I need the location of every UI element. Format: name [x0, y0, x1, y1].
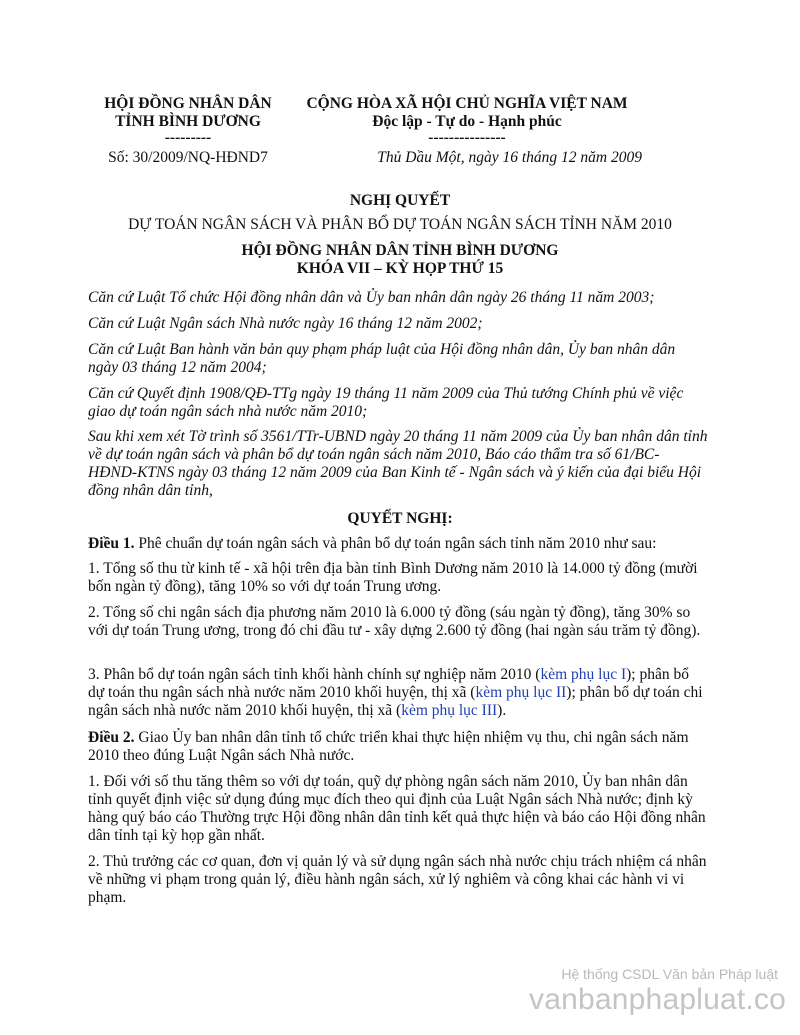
legal-basis-2: Căn cứ Luật Ngân sách Nhà nước ngày 16 tháng 12 năm 2002; [88, 315, 483, 332]
country-name: CỘNG HÒA XÃ HỘI CHỦ NGHĨA VIỆT NAM [306, 95, 628, 112]
motto: Độc lập - Tự do - Hạnh phúc [372, 113, 562, 130]
article-1-label: Điều 1. [88, 535, 135, 552]
article-2-label: Điều 2. [88, 729, 135, 746]
legal-basis-5: Sau khi xem xét Tờ trình số 3561/TTr-UBND ngày 20 tháng 11 năm 2009 của Ủy ban nhân dân tỉnh về dự toán ngân sách và phân bổ dự toán ngân sách năm 2010, Báo cáo thẩm tra số 61/BC-HĐND-KTNS ngày 03 tháng 12 năm 2009 của Ban Kinh tế - Ngân sách và ý kiến của đại biểu Hội đồng nhân dân tỉnh, [88, 428, 708, 499]
legal-basis-1: Căn cứ Luật Tổ chức Hội đồng nhân dân và Ủy ban nhân dân ngày 26 tháng 11 năm 2003; [88, 289, 655, 306]
appendix-2-link[interactable]: kèm phụ lục II [475, 684, 567, 701]
article-2 [88, 729, 708, 765]
org-name-line1: HỘI ĐỒNG NHÂN DÂN [104, 95, 272, 112]
motto-separator: --------------- [428, 129, 506, 146]
document-date: Thủ Dầu Một, ngày 16 tháng 12 năm 2009 [377, 149, 642, 166]
item-3-text-part1: 3. Phân bổ dự toán ngân sách tỉnh khối hành chính sự nghiệp năm 2010 ( [88, 666, 541, 683]
org-name-line2: TỈNH BÌNH DƯƠNG [115, 113, 261, 130]
article-1-item-2: 2. Tổng số chi ngân sách địa phương năm 2010 là 6.000 tỷ đồng (sáu ngàn tỷ đồng), tăng 30% so với dự toán Trung ương, trong đó chi đầu tư - xây dựng 2.600 tỷ đồng (hai ngàn sáu trăm tỷ đồng). [88, 604, 701, 639]
appendix-3-link[interactable]: kèm phụ lục III [401, 702, 498, 719]
article-1 [88, 535, 708, 553]
document-issuer [88, 242, 712, 278]
article-1-item-3 [88, 666, 708, 720]
article-1-item-1: 1. Tổng số thu từ kinh tế - xã hội trên địa bàn tỉnh Bình Dương năm 2010 là 14.000 tỷ đồng (mười bốn ngàn tỷ đồng), tăng 10% so với dự toán Trung ương. [88, 560, 698, 595]
legal-basis-4: Căn cứ Quyết định 1908/QĐ-TTg ngày 19 tháng 11 năm 2009 của Thủ tướng Chính phủ về việc giao dự toán ngân sách nhà nước năm 2010; [88, 385, 684, 420]
org-separator: --------- [164, 129, 212, 146]
issuing-organization [88, 95, 288, 145]
article-2-text: Giao Ủy ban nhân dân tỉnh tổ chức triển khai thực hiện nhiệm vụ thu, chi ngân sách năm 2010 theo đúng Luật Ngân sách Nhà nước. [88, 729, 689, 764]
decision-heading: QUYẾT NGHỊ: [347, 510, 453, 527]
item-3-text-part3: ); phân bổ dự toán chi ngân sách nhà nước năm 2010 khối huyện, thị xã ( [88, 684, 703, 719]
legal-basis-3: Căn cứ Luật Ban hành văn bản quy phạm pháp luật của Hội đồng nhân dân, Ủy ban nhân dân ngày 03 tháng 12 năm 2004; [88, 341, 676, 376]
document-subject: DỰ TOÁN NGÂN SÁCH VÀ PHÂN BỔ DỰ TOÁN NGÂN SÁCH TỈNH NĂM 2010 [128, 216, 672, 233]
item-3-text-part2: ); phân bổ dự toán thu ngân sách nhà nước năm 2010 khối huyện, thị xã ( [88, 666, 689, 701]
item-3-text-part4: ). [497, 702, 507, 719]
article-2-item-2: 2. Thủ trưởng các cơ quan, đơn vị quản lý và sử dụng ngân sách nhà nước chịu trách nhiệm cá nhân về những vi phạm trong quản lý, điều hành ngân sách, xử lý nghiêm và công khai các hành vi vi phạm. [88, 853, 707, 906]
watermark-site: vanbanphapluat.co [529, 983, 786, 1016]
issuer-line1: HỘI ĐỒNG NHÂN DÂN TỈNH BÌNH DƯƠNG [241, 242, 559, 259]
national-motto [292, 95, 642, 145]
issuer-line2: KHÓA VII – KỲ HỌP THỨ 15 [296, 260, 504, 277]
document-type: NGHỊ QUYẾT [349, 192, 451, 209]
watermark-caption: Hệ thống CSDL Văn bản Pháp luật [561, 966, 778, 982]
document-number: Số: 30/2009/NQ-HĐND7 [108, 149, 268, 166]
appendix-1-link[interactable]: kèm phụ lục I [540, 666, 627, 683]
article-2-item-1: 1. Đối với số thu tăng thêm so với dự toán, quỹ dự phòng ngân sách năm 2010, Ủy ban nhân dân tỉnh quyết định việc sử dụng đúng mục đích theo qui định của Luật Ngân sách Nhà nước; định kỳ hàng quý báo cáo Thường trực Hội đồng nhân dân tỉnh kết quả thực hiện và báo cáo Hội đồng nhân dân tỉnh tại kỳ họp gần nhất. [88, 773, 706, 844]
article-1-text: Phê chuẩn dự toán ngân sách và phân bổ dự toán ngân sách tỉnh năm 2010 như sau: [134, 535, 657, 552]
